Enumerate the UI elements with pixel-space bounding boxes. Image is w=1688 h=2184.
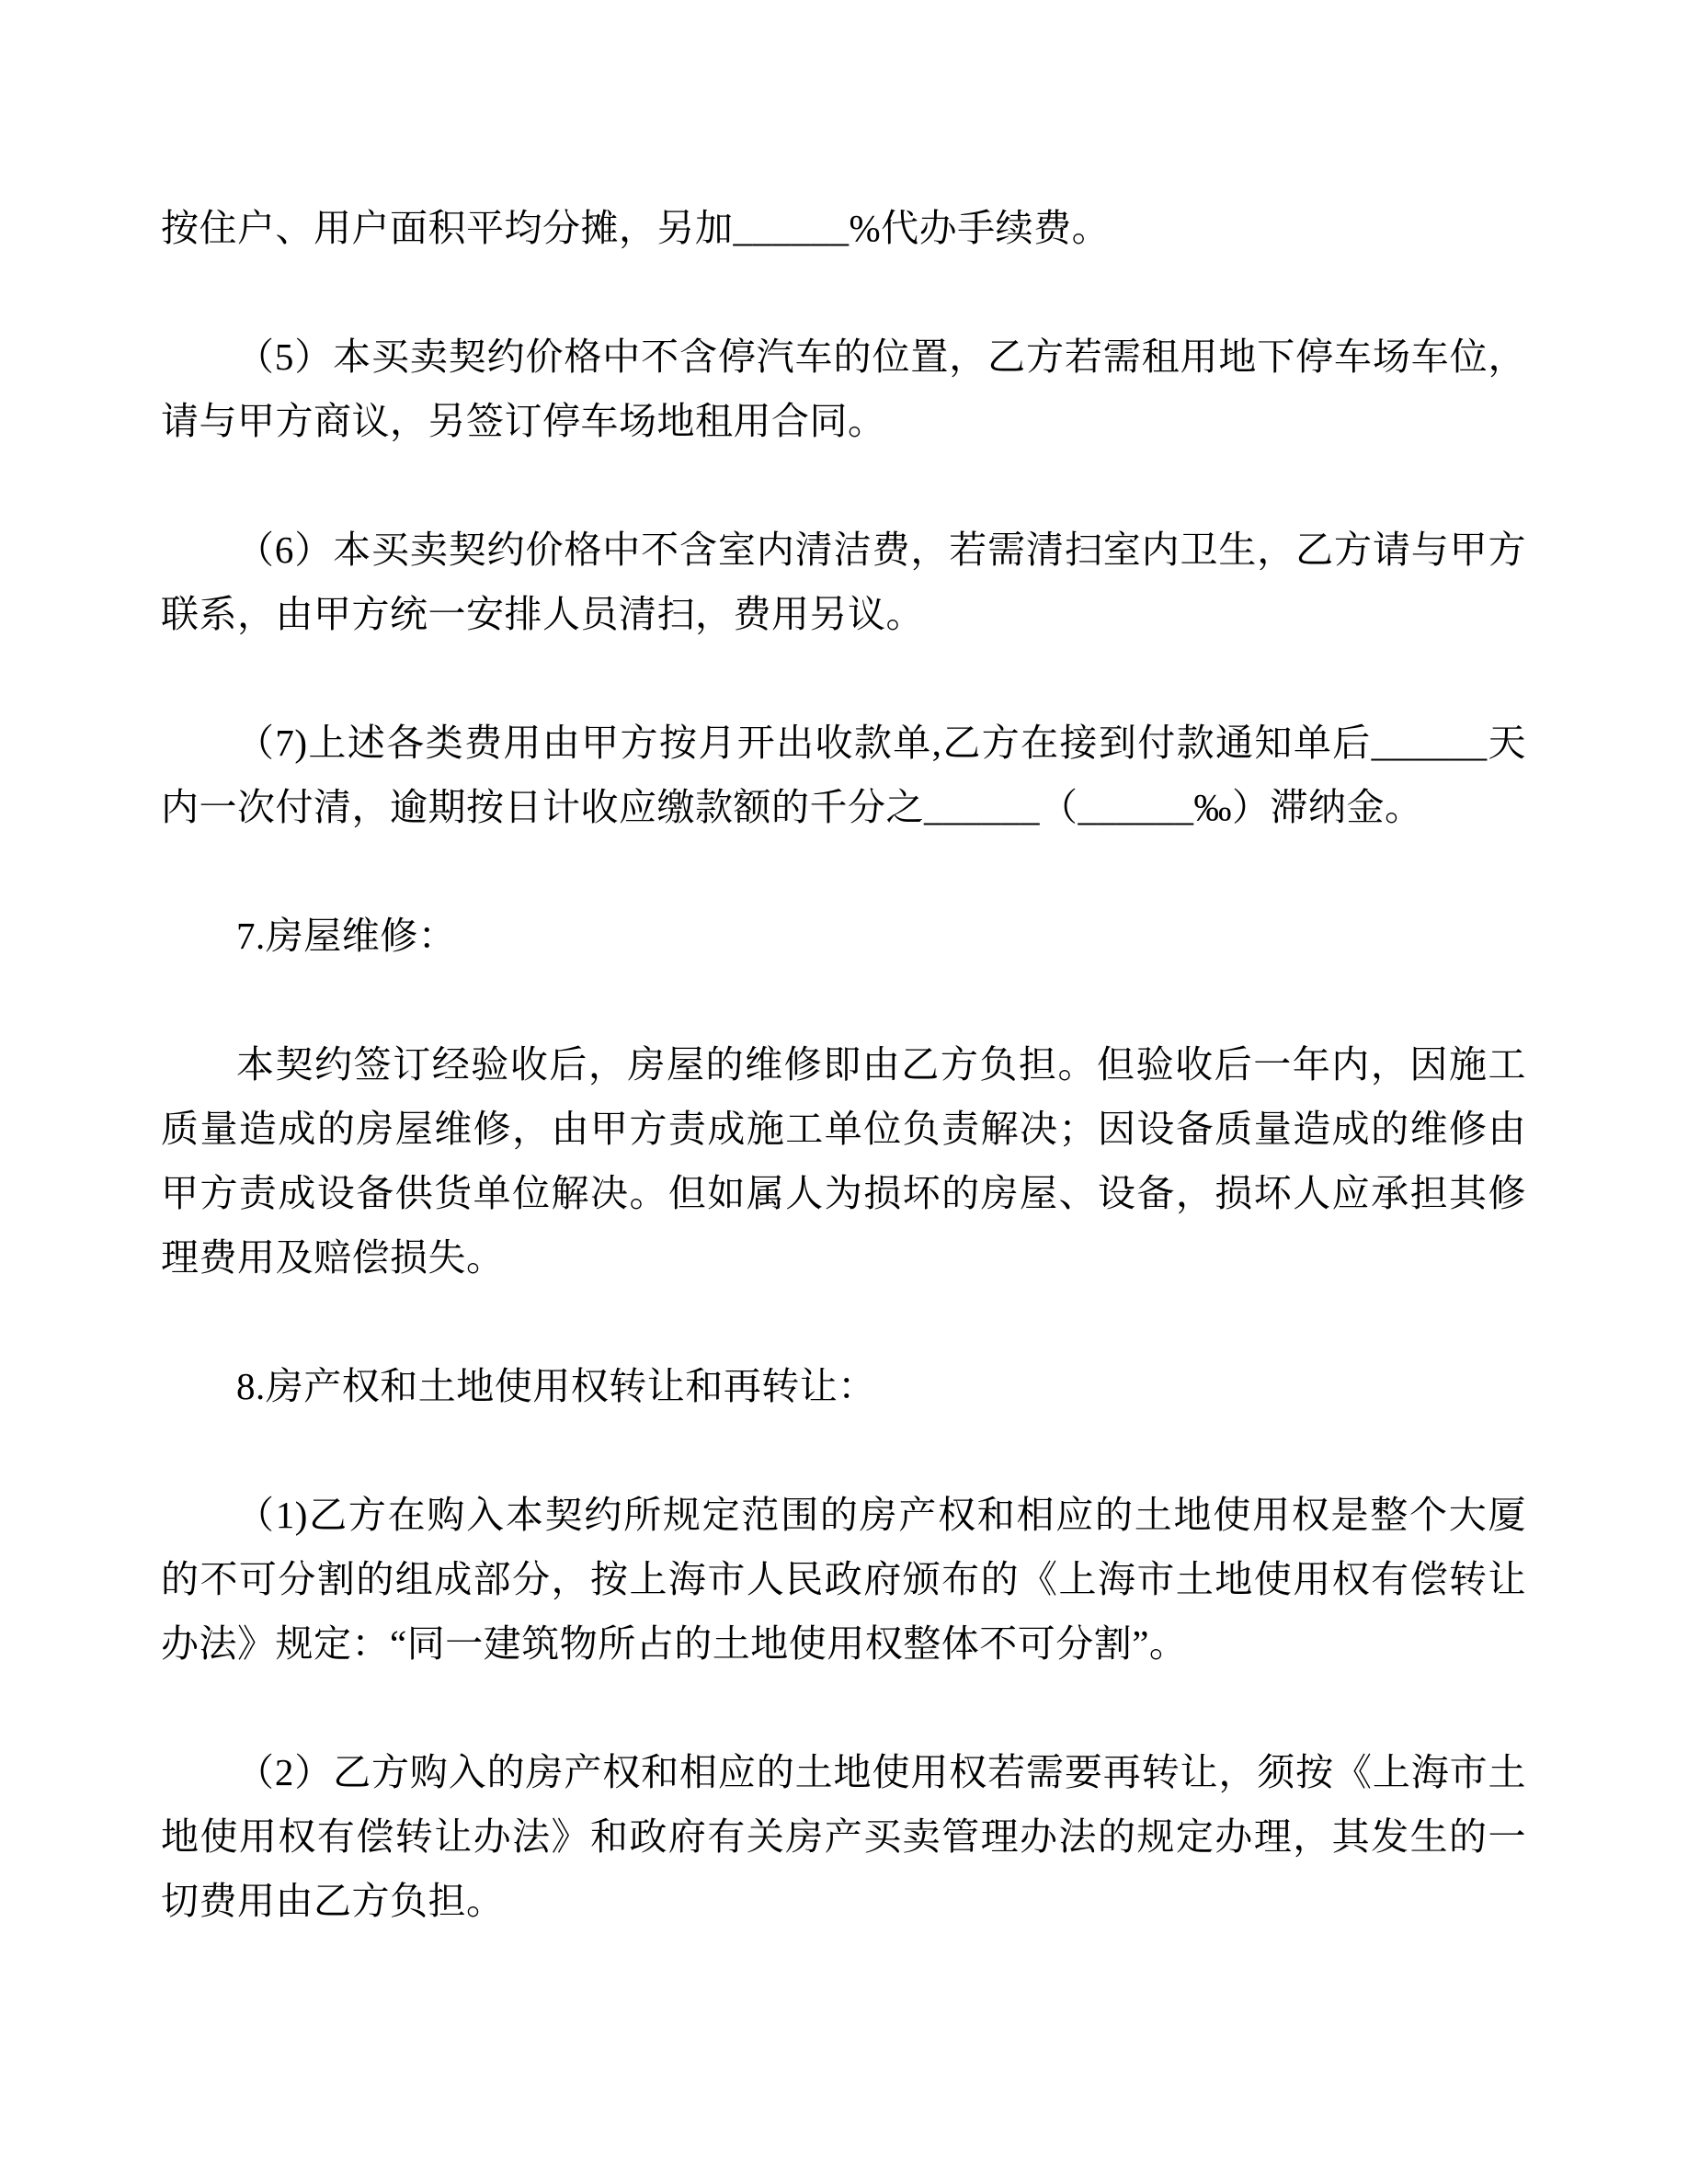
paragraph-clause-7-payment: （7)上述各类费用由甲方按月开出收款单,乙方在接到付款通知单后______天内一次付清，逾期按日计收应缴款额的千分之______（______‰）滞纳金。 [161,722,1526,828]
paragraph-clause-5-parking: （5）本买卖契约价格中不含停汽车的位置，乙方若需租用地下停车场车位，请与甲方商议，另签订停车场地租用合同。 [161,336,1526,442]
paragraph-repair-terms: 本契约签订经验收后，房屋的维修即由乙方负担。但验收后一年内，因施工质量造成的房屋维修，由甲方责成施工单位负责解决；因设备质量造成的维修由甲方责成设备供货单位解决。但如属人为损坏的房屋、设备，损坏人应承担其修理费用及赔偿损失。 [161,1043,1526,1279]
heading-section-8-transfer: 8.房产权和土地使用权转让和再转让： [236,1365,876,1407]
paragraph-fee-apportion: 按住户、用户面积平均分摊，另加______%代办手续费。 [161,207,1111,249]
paragraph-clause-6-cleaning: （6）本买卖契约价格中不含室内清洁费，若需清扫室内卫生，乙方请与甲方联系，由甲方统一安排人员清扫，费用另议。 [161,529,1526,635]
paragraph-clause-2-resale: （2）乙方购入的房产权和相应的土地使用权若需要再转让，须按《上海市土地使用权有偿转让办法》和政府有关房产买卖管理办法的规定办理，其发生的一切费用由乙方负担。 [161,1751,1526,1922]
heading-section-7-repairs: 7.房屋维修： [236,915,457,957]
paragraph-clause-1-land-rights: （1)乙方在购入本契约所规定范围的房产权和相应的土地使用权是整个大厦的不可分割的组成部分，按上海市人民政府颁布的《上海市土地使用权有偿转让办法》规定：“同一建筑物所占的土地使用权整体不可分割”。 [161,1494,1526,1665]
